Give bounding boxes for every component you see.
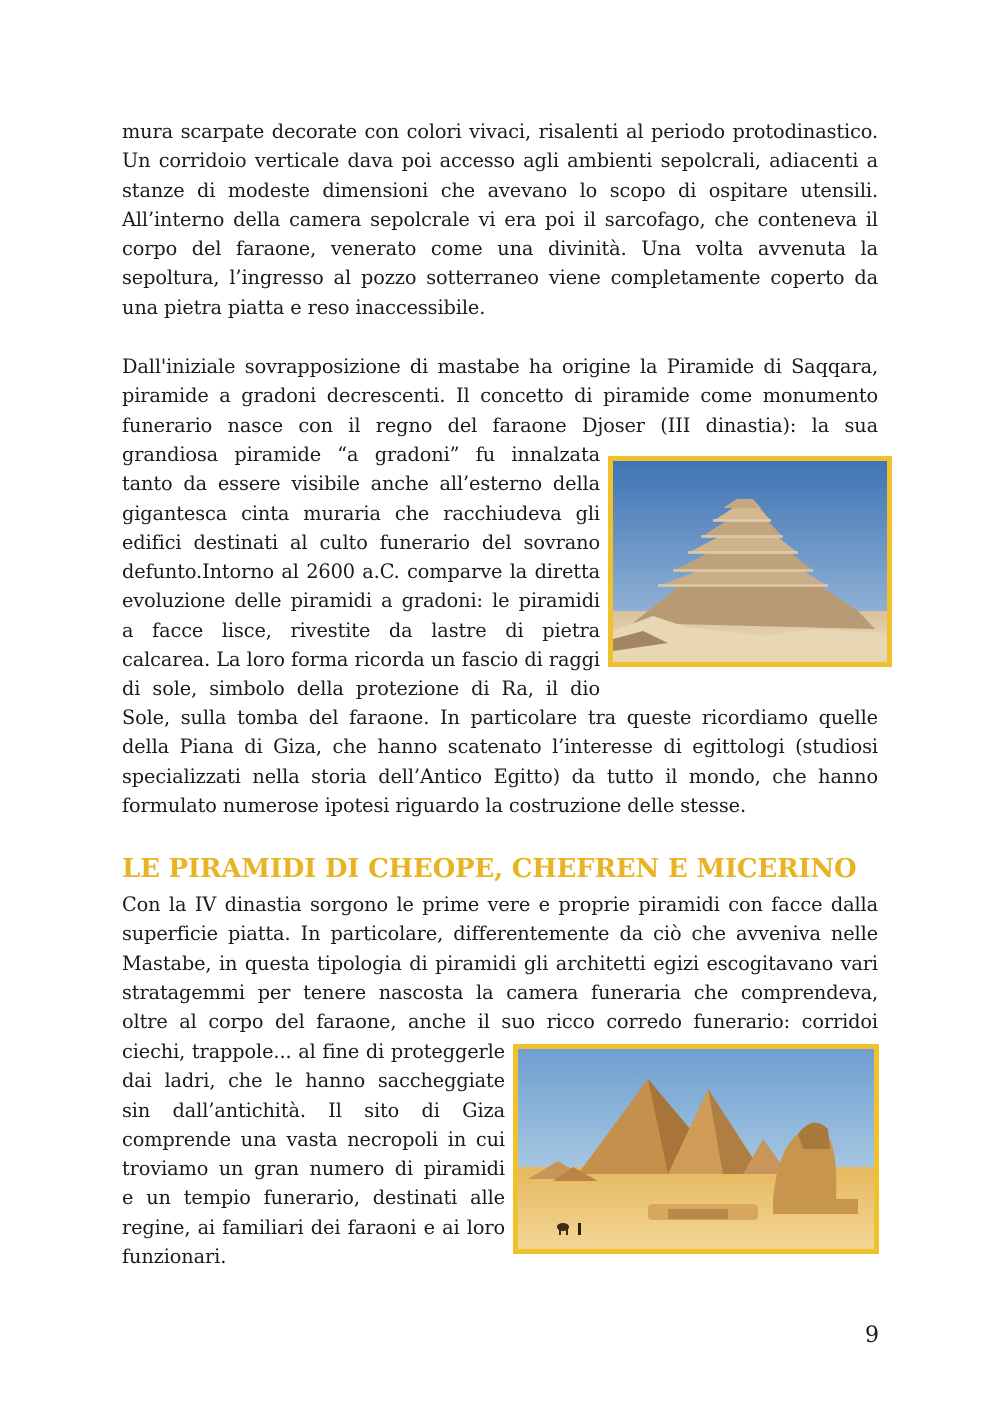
- paragraph-2-top: [122, 352, 878, 440]
- text-line: gigantesca cinta muraria che racchiudeva gli: [122, 501, 600, 525]
- text-line: grandiosa piramide “a gradoni” fu innalzata: [122, 443, 600, 466]
- text-line: stanze di modeste dimensioni che avevano lo scopo di ospitare utensili.: [122, 178, 878, 202]
- text-line: Un corridoio verticale dava poi accesso agli ambienti sepolcrali, adiacenti a: [122, 149, 878, 173]
- paragraph-3-wrapped: [122, 1037, 505, 1271]
- text-line: formulato numerose ipotesi riguardo la costruzione delle stesse.: [122, 793, 746, 817]
- step-pyramid-saqqara-photo: [608, 456, 892, 667]
- text-line: comprende una vasta necropoli in cui: [122, 1127, 505, 1151]
- text-line: Mastabe, in questa tipologia di piramidi gli architetti egizi escogitavano vari: [122, 951, 878, 975]
- text-line: una pietra piatta e reso inaccessibile.: [122, 295, 486, 319]
- paragraph-2-wrapped: [122, 440, 600, 704]
- paragraph-3-top: [122, 890, 878, 1036]
- text-line: corpo del faraone, venerato come una divinità. Una volta avvenuta la: [122, 237, 878, 261]
- text-line: Dall'iniziale sovrapposizione di mastabe ha origine la Piramide di Saqqara,: [122, 355, 878, 378]
- text-line: funerario nasce con il regno del faraone Djoser (III dinastia): la sua: [122, 413, 878, 437]
- section-heading: LE PIRAMIDI DI CHEOPE, CHEFREN E MICERINO: [122, 854, 857, 884]
- step-pyramid-illustration: [613, 461, 887, 662]
- text-line: e un tempio funerario, destinati alle: [122, 1186, 505, 1210]
- page-number: 9: [865, 1323, 879, 1348]
- paragraph-2-bottom: [122, 703, 878, 820]
- text-line: evoluzione delle piramidi a gradoni: le piramidi: [122, 589, 600, 613]
- text-line: di sole, simbolo della protezione di Ra, il dio: [122, 677, 600, 701]
- text-line: specializzati nella storia dell’Antico Egitto) da tutto il mondo, che hanno: [122, 764, 878, 788]
- text-line: mura scarpate decorate con colori vivaci, risalenti al periodo protodinastico.: [122, 120, 878, 143]
- text-line: Con la IV dinastia sorgono le prime vere e proprie piramidi con facce dalla: [122, 893, 878, 916]
- text-line: stratagemmi per tenere nascosta la camera funeraria che comprendeva,: [122, 980, 878, 1004]
- text-line: defunto.Intorno al 2600 a.C. comparve la diretta: [122, 560, 600, 584]
- text-line: All’interno della camera sepolcrale vi era poi il sarcofago, che conteneva il: [122, 207, 878, 231]
- text-line: ciechi, trappole... al fine di proteggerle: [122, 1040, 505, 1063]
- text-line: edifici destinati al culto funerario del sovrano: [122, 530, 600, 554]
- text-line: sepoltura, l’ingresso al pozzo sotterraneo viene completamente coperto da: [122, 266, 878, 290]
- text-line: superficie piatta. In particolare, differentemente da ciò che avveniva nelle: [122, 922, 878, 946]
- text-line: calcarea. La loro forma ricorda un fascio di raggi: [122, 648, 600, 672]
- text-line: troviamo un gran numero di piramidi: [122, 1157, 505, 1181]
- paragraph-1: [122, 117, 878, 322]
- text-line: Sole, sulla tomba del faraone. In particolare tra queste ricordiamo quelle: [122, 706, 878, 729]
- text-line: dai ladri, che le hanno saccheggiate: [122, 1069, 505, 1093]
- text-line: regine, ai familiari dei faraoni e ai loro: [122, 1215, 505, 1239]
- text-line: piramide a gradoni decrescenti. Il concetto di piramide come monumento: [122, 384, 878, 408]
- text-line: funzionari.: [122, 1245, 227, 1269]
- text-line: tanto da essere visibile anche all’esterno della: [122, 472, 600, 496]
- text-line: sin dall’antichità. Il sito di Giza: [122, 1098, 505, 1122]
- text-line: della Piana di Giza, che hanno scatenato l’interesse di egittologi (studiosi: [122, 735, 878, 759]
- giza-pyramids-sphinx-photo: [513, 1044, 879, 1254]
- giza-pyramids-illustration: [518, 1049, 874, 1249]
- text-line: a facce lisce, rivestite da lastre di pietra: [122, 618, 600, 642]
- text-line: oltre al corpo del faraone, anche il suo ricco corredo funerario: corridoi: [122, 1010, 878, 1034]
